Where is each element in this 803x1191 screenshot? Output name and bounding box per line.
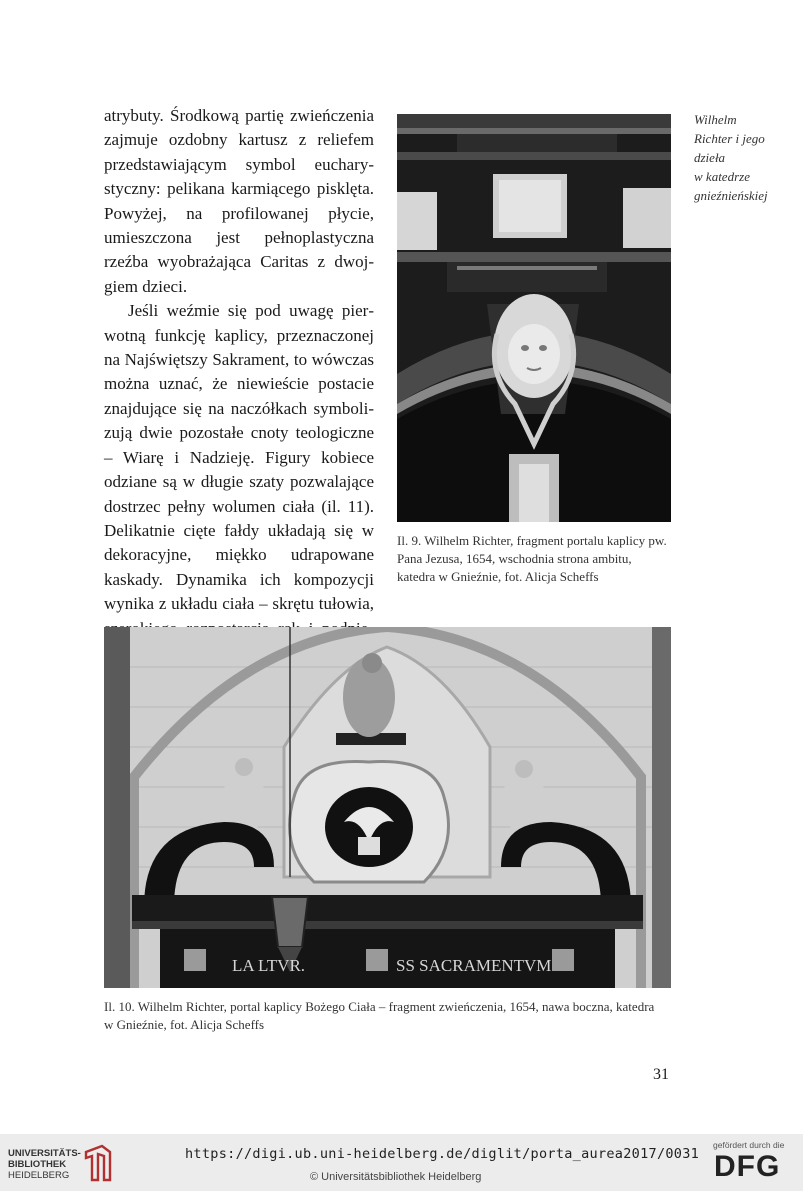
inscription-right: SS SACRAMENTVM <box>396 956 552 975</box>
page-number: 31 <box>653 1066 669 1083</box>
document-url-link[interactable]: https://digi.ub.uni-heidelberg.de/diglit/porta_aurea2017/0031 <box>185 1146 700 1162</box>
library-logo-icon <box>82 1142 114 1184</box>
library-name-line: UNIVERSITÄTS- <box>8 1148 81 1159</box>
paragraph-1: atrybuty. Środkową partię zwieńczenia zajmuje ozdobny kartusz z reliefem przedstawiającym symbol eucharystyczny: pelikana karmiącego pisklęta. Powyżej, na profilowanej płycie, umieszczona jest pełnoplastyczna rzeźba wyobrażająca Caritas z dwojgiem dzieci. <box>104 106 374 296</box>
portal-photo-il9 <box>397 114 671 522</box>
footer-bar <box>0 1134 803 1191</box>
body-text <box>104 104 374 665</box>
paragraph-2: Jeśli weźmie się pod uwagę pierwotną funkcję kaplicy, przeznaczonej na Najświętszy Sakrament, to wówczas można uznać, że niewieście postacie znajdujące się na naczółkach symbolizują dwie pozostałe cnoty teologiczne – Wiarę i Nadzieję. Figury kobiece odziane są w długie szaty pozwalające dostrzec pełny wolumen ciała (il. 11). Delikatnie cięte fałdy układają się w dekoracyjne, miękko udrapowane kaskady. Dynamika ich kompozycji wynika z układu ciała – skrętu tułowia, <box>104 301 374 614</box>
inscription-left: LA LTVR. <box>232 956 306 975</box>
margin-note-line: dzieła <box>694 150 726 165</box>
caption-il9: Il. 9. Wilhelm Richter, fragment portalu kaplicy pw. Pana Jezusa, 1654, wschodnia strona ambitu, katedra w Gnieźnie, fot. Alicja Scheffs <box>397 533 667 584</box>
margin-note-line: gnieźnieńskiej <box>694 188 768 203</box>
library-name-line: HEIDELBERG <box>8 1170 70 1181</box>
crowning-illustration <box>104 627 671 988</box>
dfg-logo: DFG <box>714 1150 781 1183</box>
portal-photo-il10 <box>104 627 671 988</box>
library-name-line: BIBLIOTHEK <box>8 1159 67 1170</box>
funding-note: gefördert durch die <box>713 1140 785 1150</box>
margin-note-line: Wilhelm <box>694 112 737 127</box>
margin-note-line: Richter i jego <box>694 131 765 146</box>
copyright-text: © Universitätsbibliothek Heidelberg <box>310 1171 482 1183</box>
margin-note <box>694 110 794 205</box>
portal-illustration <box>397 114 671 522</box>
margin-note-line: w katedrze <box>694 169 750 184</box>
library-logo-text <box>8 1148 81 1181</box>
caption-il10: Il. 10. Wilhelm Richter, portal kaplicy Bożego Ciała – fragment zwieńczenia, 1654, nawa boczna, katedra w Gnieźnie, fot. Alicja Scheffs <box>104 999 655 1032</box>
